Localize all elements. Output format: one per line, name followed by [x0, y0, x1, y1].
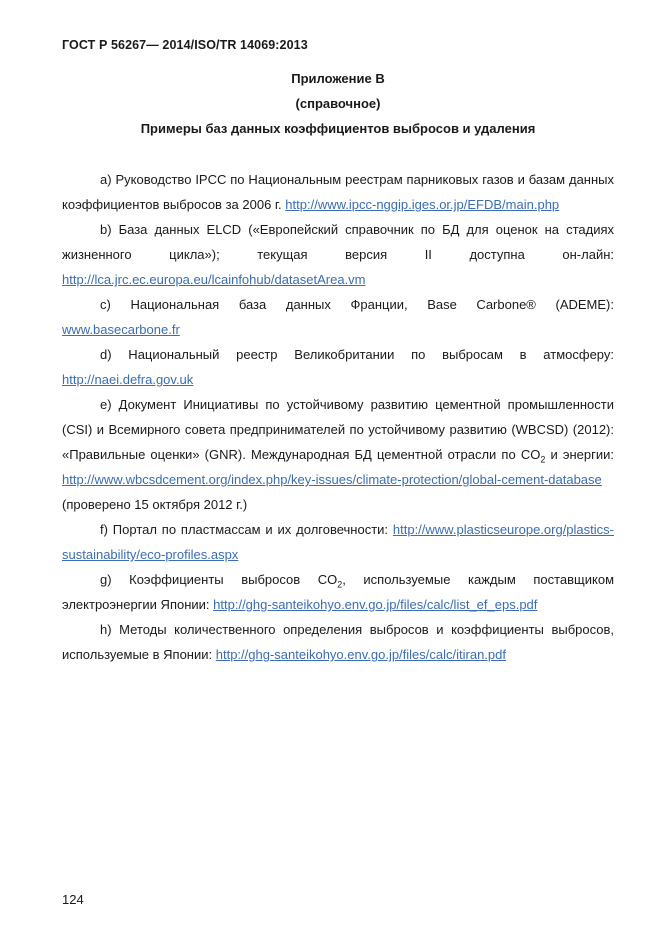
appendix-heading: Примеры баз данных коэффициентов выбросов и удаления	[140, 121, 536, 136]
document-code: ГОСТ Р 56267— 2014/ISO/TR 14069:2013	[62, 38, 308, 52]
item-marker: d)	[100, 347, 112, 362]
ipcc-efdb-link[interactable]: http://www.ipcc-nggip.iges.or.jp/EFDB/main.php	[285, 197, 560, 212]
list-item-e	[62, 392, 614, 517]
appendix-subtitle: (справочное)	[295, 96, 381, 111]
item-text: Портал по пластмассам и их долговечности:	[107, 522, 393, 537]
item-marker: b)	[100, 222, 112, 237]
item-text: и энергии:	[545, 447, 614, 462]
subscript: 2	[337, 579, 343, 590]
list-item-c	[62, 292, 614, 342]
plasticseurope-link[interactable]: http://www.plasticseurope.org/plastics-sustainability/eco-profiles.aspx	[62, 522, 614, 562]
list-item-d	[62, 342, 614, 392]
list-item-b	[62, 217, 614, 292]
naei-link[interactable]: http://naei.defra.gov.uk	[62, 372, 194, 387]
item-marker: a)	[100, 172, 112, 187]
item-text: Национальный реестр Великобритании по выбросам в атмосферу:	[111, 347, 614, 362]
list-item-f	[62, 517, 614, 567]
item-marker: g)	[100, 572, 112, 587]
page-number: 124	[62, 892, 84, 907]
ghg-ef-eps-link[interactable]: http://ghg-santeikohyo.env.go.jp/files/calc/list_ef_eps.pdf	[213, 597, 538, 612]
reference-list	[62, 167, 614, 667]
item-marker: e)	[100, 397, 112, 412]
item-marker: f)	[100, 522, 108, 537]
basecarbone-link[interactable]: www.basecarbone.fr	[62, 322, 180, 337]
item-text: Документ Инициативы по устойчивому развитию цементной промышленности (CSI) и Всемирного совета предпринимателей по устойчивому развитию (WBCSD) (2012): «Правильные оценки» (GNR). Международная БД цементной отрасли по CO	[62, 397, 614, 462]
item-tail: (проверено 15 октября 2012 г.)	[62, 497, 248, 512]
item-text: Национальная база данных Франции, Base Carbone® (ADEME):	[110, 297, 614, 312]
item-text: , используемые каждым поставщиком электроэнергии Японии:	[62, 572, 615, 612]
elcd-link[interactable]: http://lca.jrc.ec.europa.eu/lcainfohub/datasetArea.vm	[62, 272, 366, 287]
ghg-itiran-link[interactable]: http://ghg-santeikohyo.env.go.jp/files/calc/itiran.pdf	[215, 647, 506, 662]
list-item-g	[62, 567, 614, 617]
list-item-h	[62, 617, 614, 667]
subscript: 2	[540, 454, 546, 465]
list-item-a	[62, 167, 614, 217]
wbcsd-cement-link[interactable]: http://www.wbcsdcement.org/index.php/key-issues/climate-protection/global-cement-database	[62, 472, 602, 487]
item-text: Руководство IPCC по Национальным реестрам парниковых газов и базам данных коэффициентов выбросов за 2006 г.	[62, 172, 614, 212]
item-marker: h)	[100, 622, 112, 637]
item-marker: c)	[100, 297, 111, 312]
item-text: Методы количественного определения выбросов и коэффициенты выбросов, используемые в Японии:	[62, 622, 614, 662]
appendix-title: Приложение В	[291, 71, 385, 86]
item-text: Коэффициенты выбросов CO	[111, 572, 338, 587]
item-text: База данных ELCD («Европейский справочник по БД для оценок на стадиях жизненного цикла»); текущая версия II доступна он-лайн:	[62, 222, 614, 262]
